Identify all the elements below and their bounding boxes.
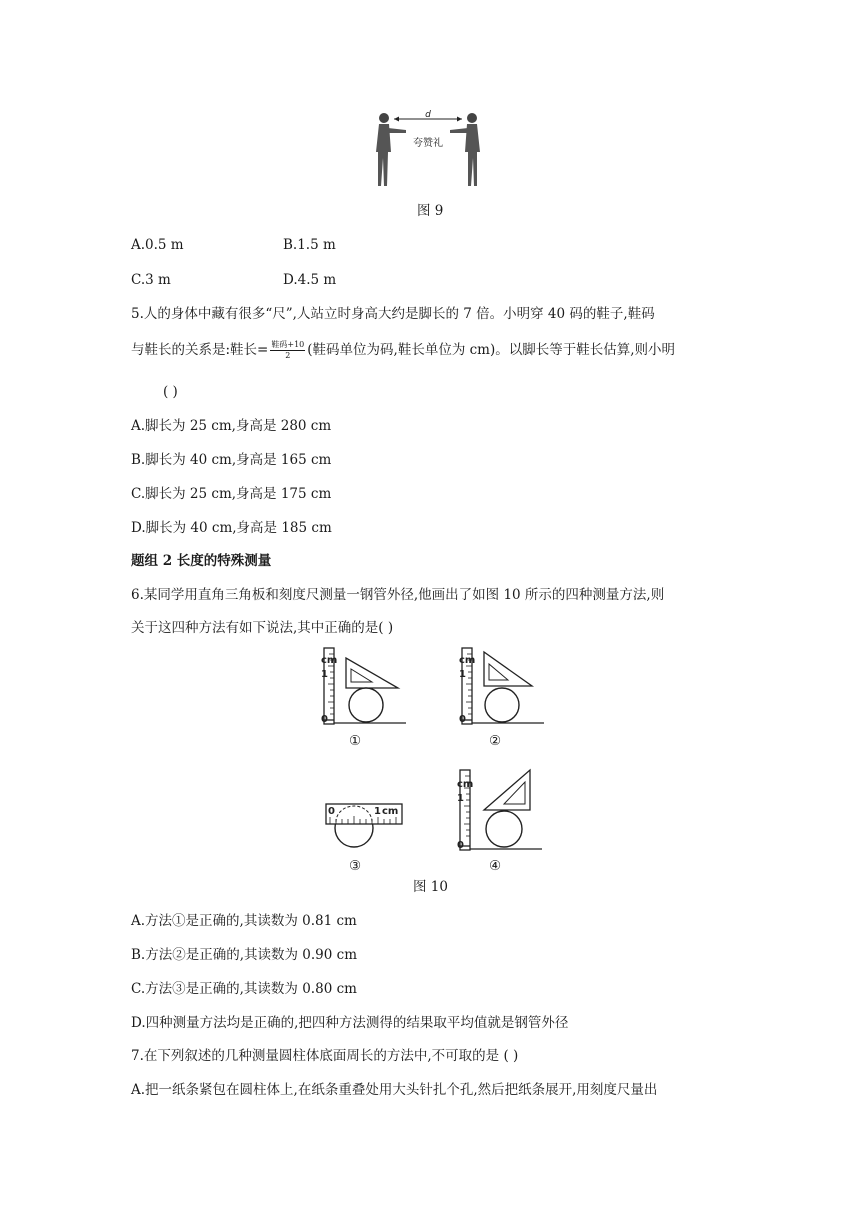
q7-line-1: 7.在下列叙述的几种测量圆柱体底面周长的方法中,不可取的是 ( ) bbox=[131, 1048, 519, 1064]
q7-option-a: A.把一纸条紧包在圆柱体上,在纸条重叠处用大头针扎个孔,然后把纸条展开,用刻度尺量出 bbox=[131, 1082, 658, 1098]
figure-10-method-3 bbox=[322, 798, 406, 854]
figure-9-illustration bbox=[370, 106, 490, 190]
ruler-unit: cm bbox=[382, 806, 399, 817]
q4-option-d: D.4.5 m bbox=[283, 272, 337, 288]
q5-option-a: A.脚长为 25 cm,身高是 280 cm bbox=[131, 418, 332, 434]
q4-option-c: C.3 m bbox=[131, 272, 171, 288]
ruler-tick-0: 0 bbox=[328, 806, 335, 817]
ruler-tick-1: 1 bbox=[457, 793, 464, 804]
q4-option-b: B.1.5 m bbox=[283, 237, 336, 253]
figure-10-label-1: ① bbox=[349, 733, 362, 749]
q5-option-b: B.脚长为 40 cm,身高是 165 cm bbox=[131, 452, 332, 468]
q5-line-1: 5.人的身体中藏有很多“尺”,人站立时身高大约是脚长的 7 倍。小明穿 40 码的鞋子,鞋码 bbox=[131, 306, 655, 322]
section-title: 题组 2 长度的特殊测量 bbox=[131, 553, 272, 569]
q5-line-2-pre: 与鞋长的关系是:鞋长= bbox=[131, 342, 269, 358]
q6-line-1: 6.某同学用直角三角板和刻度尺测量一钢管外径,他画出了如图 10 所示的四种测量方法,则 bbox=[131, 587, 665, 603]
ruler-tick-1: 1 bbox=[321, 669, 328, 680]
q6-option-c: C.方法③是正确的,其读数为 0.80 cm bbox=[131, 981, 357, 997]
shoe-length-fraction bbox=[270, 340, 305, 361]
figure-10-method-1 bbox=[320, 644, 410, 726]
ruler-tick-1: 1 bbox=[459, 669, 466, 680]
q4-option-a: A.0.5 m bbox=[131, 237, 184, 253]
ruler-unit: cm bbox=[459, 655, 476, 666]
ruler-unit: cm bbox=[321, 655, 338, 666]
figure-10-label-2: ② bbox=[489, 733, 502, 749]
ruler-tick-0: 0 bbox=[321, 714, 328, 725]
q6-option-b: B.方法②是正确的,其读数为 0.90 cm bbox=[131, 947, 358, 963]
q5-option-c: C.脚长为 25 cm,身高是 175 cm bbox=[131, 486, 332, 502]
figure-10-label-3: ③ bbox=[349, 858, 362, 874]
q6-option-d: D.四种测量方法均是正确的,把四种方法测得的结果取平均值就是钢管外径 bbox=[131, 1015, 569, 1031]
distance-label: d bbox=[425, 110, 431, 120]
figure-9-caption: 图 9 bbox=[417, 203, 444, 219]
figure-10-method-4 bbox=[456, 766, 546, 852]
ruler-tick-0: 0 bbox=[457, 840, 464, 851]
q5-option-d: D.脚长为 40 cm,身高是 185 cm bbox=[131, 520, 332, 536]
fraction-numerator: 鞋码+10 bbox=[271, 340, 305, 349]
figure-10-label-4: ④ bbox=[489, 858, 502, 874]
figure-10-method-2 bbox=[458, 644, 548, 726]
ruler-tick-0: 0 bbox=[459, 714, 466, 725]
q5-line-2 bbox=[131, 340, 675, 361]
ruler-unit: cm bbox=[457, 779, 474, 790]
fraction-denominator: 2 bbox=[285, 351, 291, 360]
ruler-tick-1: 1 bbox=[374, 806, 381, 817]
figure-9-text: 夸赞礼 bbox=[413, 138, 443, 149]
q5-answer-blank: ( ) bbox=[163, 384, 178, 400]
q6-line-2: 关于这四种方法有如下说法,其中正确的是( ) bbox=[131, 620, 394, 636]
q6-option-a: A.方法①是正确的,其读数为 0.81 cm bbox=[131, 913, 357, 929]
figure-10-caption: 图 10 bbox=[413, 879, 448, 895]
q5-line-2-post: (鞋码单位为码,鞋长单位为 cm)。以脚长等于鞋长估算,则小明 bbox=[307, 342, 676, 358]
